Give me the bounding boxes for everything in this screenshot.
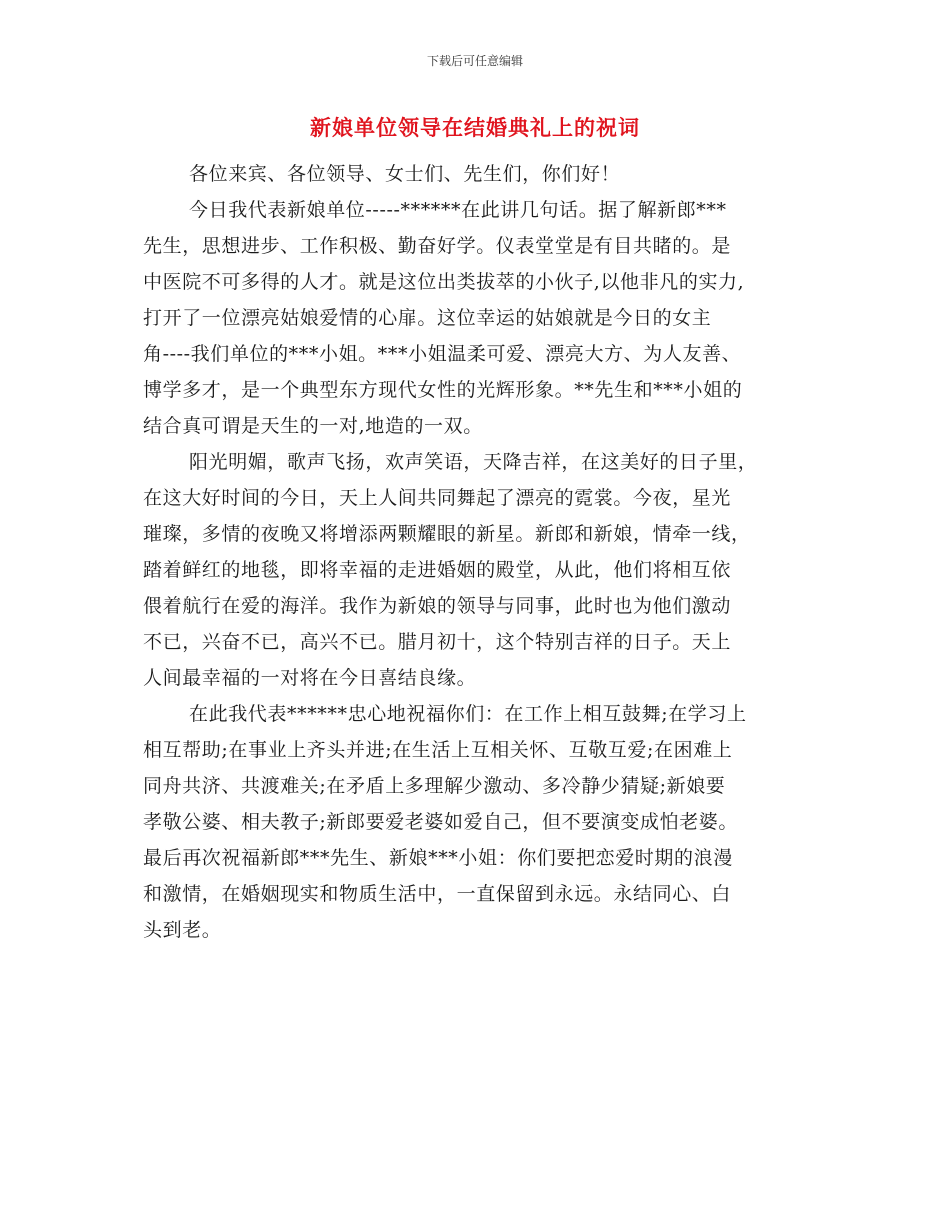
text-line: 中医院不可多得的人才。就是这位出类拔萃的小伙子,以他非凡的实力, [143,271,745,293]
text-line: 各位来宾、各位领导、女士们、先生们，你们好！ [189,163,621,185]
text-line: 最后再次祝福新郎***先生、新娘***小姐：你们要把恋爱时期的浪漫 [143,847,733,869]
text-line: 结合真可谓是天生的一对,地造的一双。 [143,415,483,437]
paragraph-blessing [143,696,813,948]
text-line: 博学多才，是一个典型东方现代女性的光辉形象。**先生和***小姐的 [143,379,743,401]
text-line: 偎着航行在爱的海洋。我作为新娘的领导与同事，此时也为他们激动 [143,595,732,617]
text-line: 相互帮助;在事业上齐头并进;在生活上互相关怀、互敬互爱;在困难上 [143,739,733,761]
text-line: 阳光明媚，歌声飞扬，欢声笑语，天降吉祥，在这美好的日子里， [189,451,758,473]
paragraph-celebration [143,444,813,696]
text-line: 在这大好时间的今日，天上人间共同舞起了漂亮的霓裳。今夜，星光 [143,487,732,509]
text-line: 璀璨，多情的夜晚又将增添两颗耀眼的新星。新郎和新娘，情牵一线， [143,523,751,545]
text-line: 同舟共济、共渡难关;在矛盾上多理解少激动、多冷静少猜疑;新娘要 [143,775,726,797]
text-line: 孝敬公婆、相夫教子;新郎要爱老婆如爱自己，但不要演变成怕老婆。 [143,811,739,833]
text-line: 角----我们单位的***小姐。***小姐温柔可爱、漂亮大方、为人友善、 [143,343,742,365]
text-line: 今日我代表新娘单位-----******在此讲几句话。据了解新郎*** [189,199,727,221]
text-line: 打开了一位漂亮姑娘爱情的心扉。这位幸运的姑娘就是今日的女主 [143,307,712,329]
page-header: 下载后可任意编辑 [426,54,523,68]
text-line: 踏着鲜红的地毯，即将幸福的走进婚姻的殿堂，从此，他们将相互依 [143,559,732,581]
text-line: 不已，兴奋不已，高兴不已。腊月初十，这个特别吉祥的日子。天上 [143,631,732,653]
text-line: 先生，思想进步、工作积极、勤奋好学。仪表堂堂是有目共睹的。是 [143,235,732,257]
text-line: 头到老。 [143,919,222,941]
document-body [143,156,813,948]
paragraph-introduction [143,192,813,444]
text-line: 人间最幸福的一对将在今日喜结良缘。 [143,667,477,689]
text-line: 和激情，在婚姻现实和物质生活中，一直保留到永远。永结同心、白 [143,883,732,905]
paragraph-greeting [143,156,813,192]
text-line: 在此我代表******忠心地祝福你们：在工作上相互鼓舞;在学习上 [189,703,747,725]
document-title: 新娘单位领导在结婚典礼上的祝词 [310,116,640,140]
